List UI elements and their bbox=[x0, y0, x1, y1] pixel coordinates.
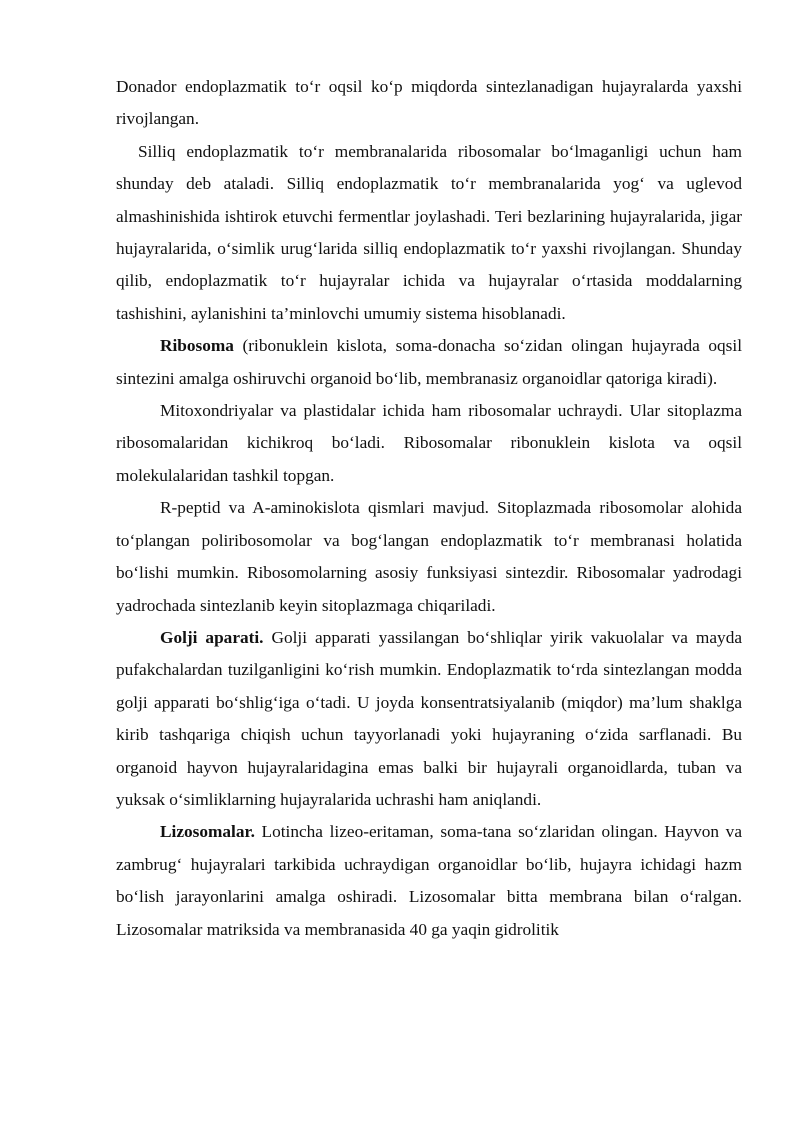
paragraph-peptide bbox=[116, 492, 742, 622]
paragraph-text: (ribonuklein kislota, soma-donacha so‘zidan olingan hujayrada oqsil sintezini amalga oshiruvchi organoid bo‘lib, membranasiz organoidlar qatoriga kiradi). bbox=[116, 336, 742, 388]
paragraph-text: R-peptid va A-aminokislota qismlari mavjud. Sitoplazmada ribosomolar alohida to‘plangan poliribosomolar va bog‘langan endoplazmatik to‘r membranasi holatida bo‘lishi mumkin. Ribosomolarning asosiy funksiyasi sintezdir. Ribosomalar yadrodagi yadrochada sintezlanib keyin sitoplazmaga chiqariladi. bbox=[116, 498, 742, 615]
paragraph-golgi bbox=[116, 622, 742, 816]
paragraph-text: Golji apparati yassilangan bo‘shliqlar yirik vakuolalar va mayda pufakchalardan tuzilganligini ko‘rish mumkin. Endoplazmatik to‘rda sintezlangan modda golji apparati bo‘shlig‘iga o‘tadi. U joyda konsentratsiyalanib (miqdor) ma’lum shaklga kirib tashqariga chiqish uchun tayyorlanadi yoki hujayraning o‘zida sarflanadi. Bu organoid hayvon hujayralaridagina emas balki bir hujayrali organoidlarda, tuban va yuksak o‘simliklarning hujayralarida uchrashi ham aniqlandi. bbox=[116, 627, 742, 809]
term-heading-ribosoma: Ribosoma bbox=[160, 336, 234, 356]
paragraph-mitochondria bbox=[116, 395, 742, 492]
paragraph-text: Silliq endoplazmatik to‘r membranalarida ribosomalar bo‘lmaganligi uchun ham shunday deb ataladi. Silliq endoplazmatik to‘r membranalarida yog‘ va uglevod almashinishida ishtirok etuvchi fermentlar joylashadi. Teri bezlarining hujayralarida, jigar hujayralarida, o‘simlik urug‘larida silliq endoplazmatik to‘r yaxshi rivojlangan. Shunday qilib, endoplazmatik to‘r hujayralar ichida va hujayralar o‘rtasida moddalarning tashishini, aylanishini ta’minlovchi umumiy sistema hisoblanadi. bbox=[116, 141, 742, 323]
paragraph-text: Donador endoplazmatik to‘r oqsil ko‘p miqdorda sintezlanadigan hujayralarda yaxshi rivojlangan. bbox=[116, 77, 742, 129]
term-heading-golji: Golji aparati. bbox=[160, 627, 264, 647]
paragraph-smooth-er bbox=[116, 136, 742, 330]
paragraph-text: Lotincha lizeo-eritaman, soma-tana so‘zlaridan olingan. Hayvon va zambrug‘ hujayralari tarkibida uchraydigan organoidlar bo‘lib, hujayra ichidagi hazm bo‘lish jarayonlarini amalga oshiradi. Lizosomalar bitta membrana bilan o‘ralgan. Lizosomalar matriksida va membranasida 40 ga yaqin gidrolitik bbox=[116, 822, 742, 939]
term-heading-lizosomalar: Lizosomalar. bbox=[160, 822, 255, 842]
paragraph-granular-er bbox=[116, 71, 742, 136]
paragraph-text: Mitoxondriyalar va plastidalar ichida ham ribosomalar uchraydi. Ular sitoplazma ribosomalaridan kichikroq bo‘ladi. Ribosomalar ribonuklein kislota va oqsil molekulalaridan tashkil topgan. bbox=[116, 401, 742, 485]
document-page bbox=[116, 71, 742, 946]
paragraph-ribosome bbox=[116, 330, 742, 395]
paragraph-lysosomes bbox=[116, 816, 742, 946]
